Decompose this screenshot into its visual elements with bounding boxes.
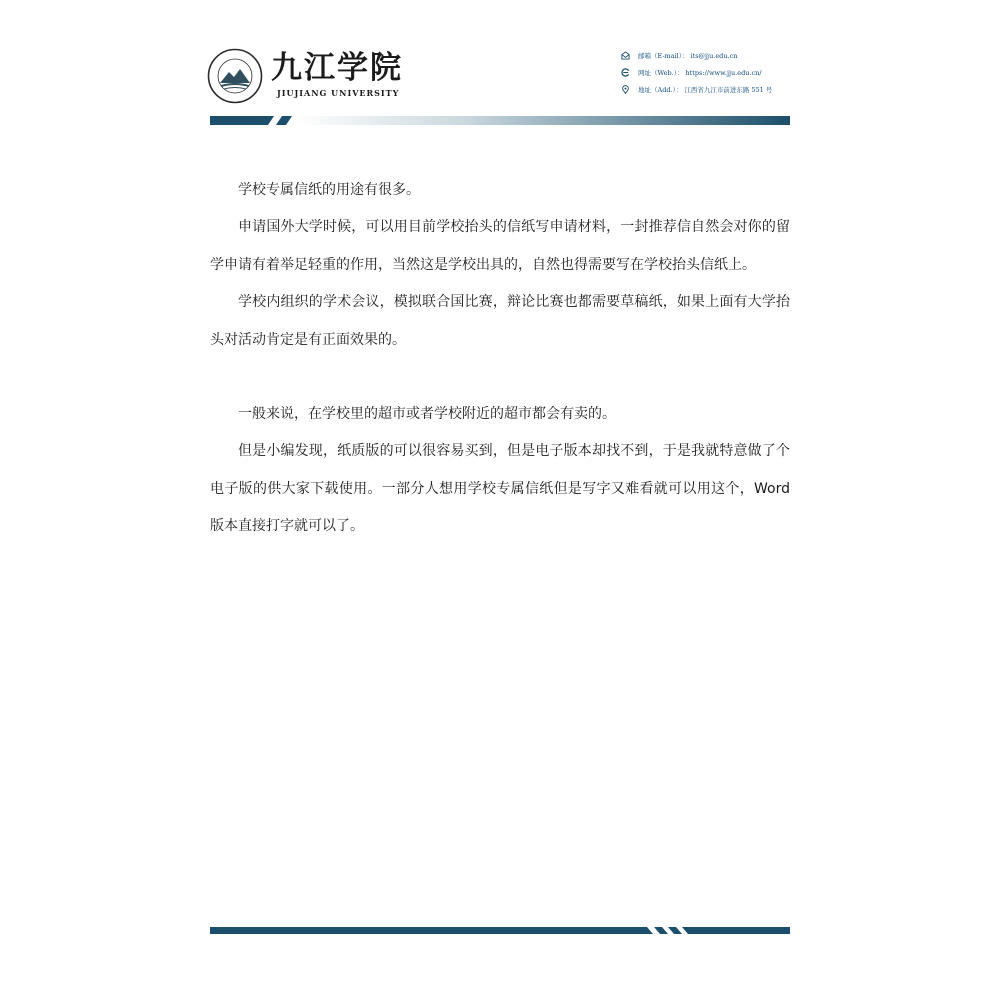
contact-email-value[interactable]: its@jju.edu.cn bbox=[690, 51, 738, 60]
location-icon bbox=[621, 85, 630, 94]
body-paragraph-4: 一般来说，在学校里的超市或者学校附近的超市都会有卖的。 bbox=[238, 406, 616, 423]
body-paragraph-5: 但是小编发现，纸质版的可以很容易买到，但是电子版本却找不到，于是我就特意做了个电子版的供大家下载使用。一部分人想用学校专属信纸但是写字又难看就可以用这个，Word 版本直接打字就可以了。 bbox=[210, 443, 790, 535]
contact-email bbox=[621, 47, 801, 64]
contact-address bbox=[621, 81, 801, 98]
university-seal-icon bbox=[207, 48, 263, 104]
mail-icon bbox=[621, 51, 630, 60]
paragraph-gap bbox=[210, 359, 790, 396]
contact-address-value: 江西省九江市前进东路 551 号 bbox=[684, 86, 773, 94]
contact-address-label: 地址（Add.）： bbox=[638, 86, 683, 94]
university-logo bbox=[207, 48, 407, 104]
university-name-cn: 九江学院 bbox=[271, 50, 403, 86]
body-paragraph-3: 学校内组织的学术会议，模拟联合国比赛，辩论比赛也都需要草稿纸，如果上面有大学抬头对活动肯定是有正面效果的。 bbox=[210, 294, 790, 348]
contact-web bbox=[621, 64, 801, 81]
body-paragraph-2: 申请国外大学时候，可以用目前学校抬头的信纸写申请材料，一封推荐信自然会对你的留学申请有着举足轻重的作用，当然这是学校出具的，自然也得需要写在学校抬头信纸上。 bbox=[210, 219, 790, 273]
web-icon bbox=[621, 68, 630, 77]
contact-web-value[interactable]: https://www.jju.edu.cn/ bbox=[685, 68, 762, 77]
university-name-en: JIUJIANG UNIVERSITY bbox=[277, 88, 400, 98]
contact-email-label: 邮箱（E-mail）： bbox=[638, 52, 689, 60]
body-paragraph-1: 学校专属信纸的用途有很多。 bbox=[238, 182, 420, 198]
header-divider bbox=[210, 116, 790, 125]
contact-web-label: 网址（Web.）： bbox=[638, 69, 684, 77]
footer-divider bbox=[210, 926, 790, 935]
letter-body bbox=[210, 172, 790, 546]
contact-info bbox=[621, 47, 801, 98]
